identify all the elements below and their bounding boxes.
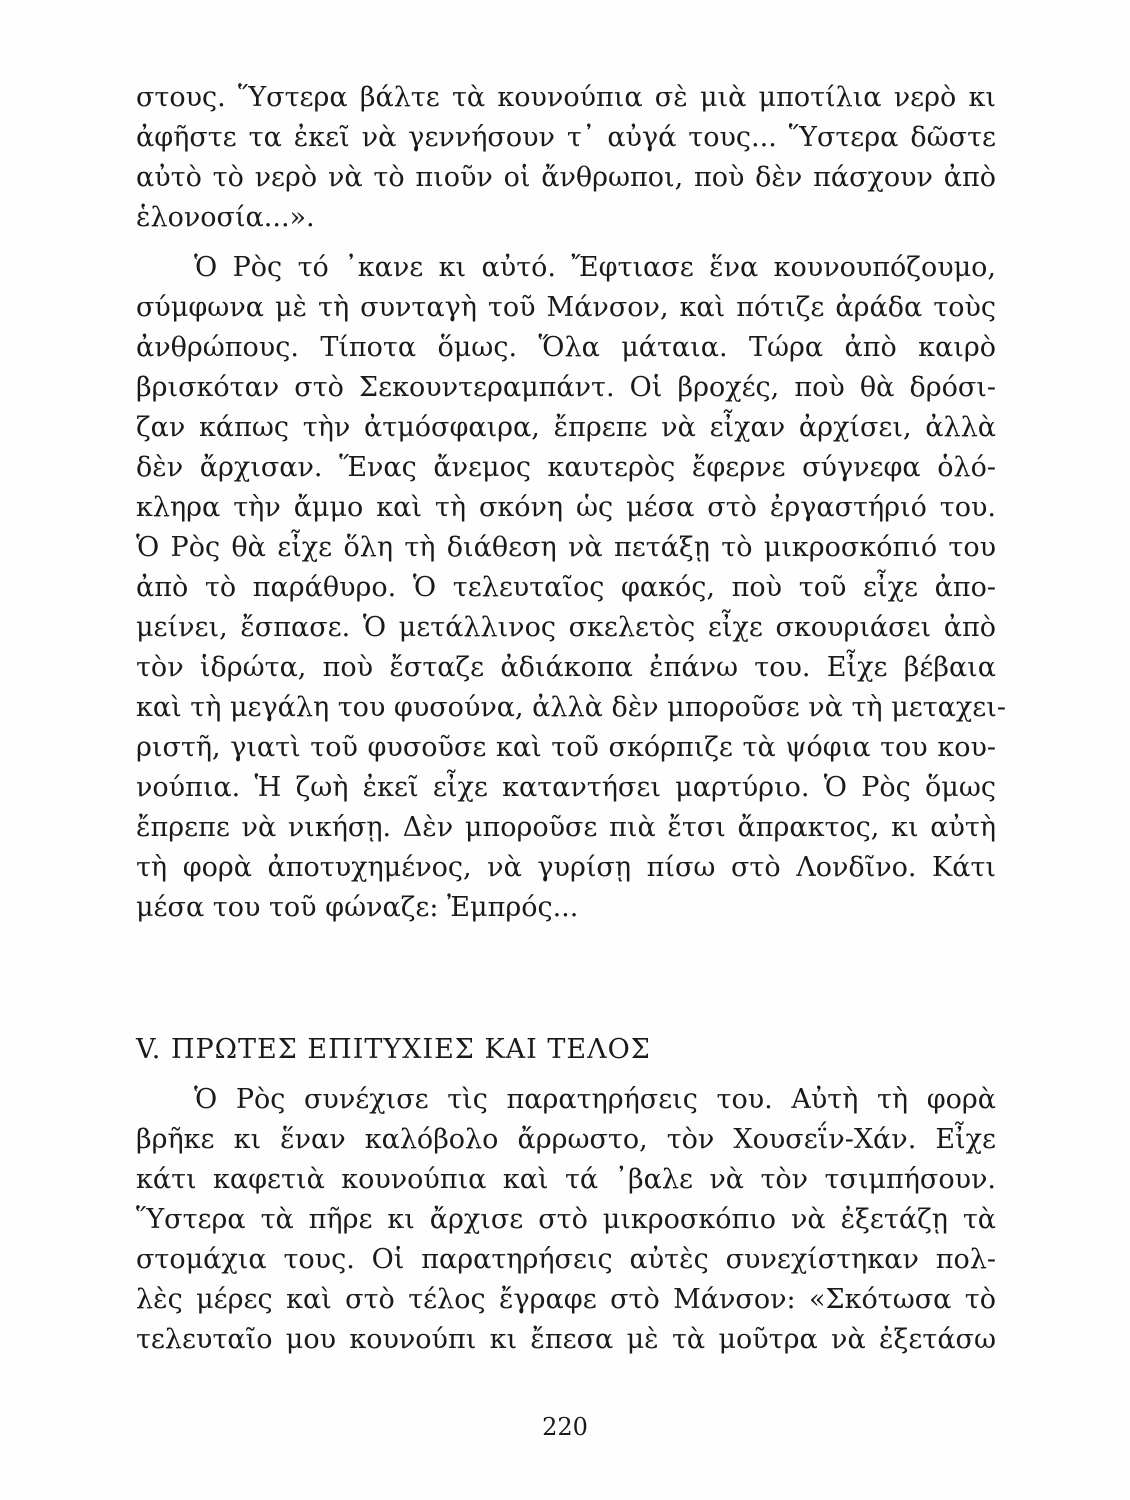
section-heading: V. ΠΡΩΤΕΣ ΕΠΙΤΥΧΙΕΣ ΚΑΙ ΤΕΛΟΣ — [136, 1034, 651, 1065]
text-line: αὐτὸ τὸ νερὸ νὰ τὸ πιοῦν οἱ ἄνθρωποι, ποὺ δὲν πάσχουν ἀπὸ — [136, 162, 996, 193]
text-line: τὸν ἱδρώτα, ποὺ ἔσταζε ἀδιάκοπα ἐπάνω του. Εἶχε βέβαια — [136, 652, 996, 683]
text-line: σύμφωνα μὲ τὴ συνταγὴ τοῦ Μάνσον, καὶ πότιζε ἀράδα τοὺς — [136, 292, 996, 323]
text-line: ἀνθρώπους. Τίποτα ὅμως. Ὅλα μάταια. Τώρα ἀπὸ καιρὸ — [136, 332, 996, 363]
text-line: ἀπὸ τὸ παράθυρο. Ὁ τελευταῖος φακός, ποὺ τοῦ εἶχε ἀπο- — [136, 572, 996, 603]
text-line: Ὁ Ρὸς τό ᾽κανε κι αὐτό. Ἔφτιασε ἕνα κουνουπόζουμο, — [194, 252, 996, 283]
text-line: ἀφῆστε τα ἐκεῖ νὰ γεννήσουν τ᾽ αὐγά τους... Ὕστερα δῶστε — [136, 122, 996, 153]
text-line: τελευταῖο μου κουνούπι κι ἔπεσα μὲ τὰ μοῦτρα νὰ ἐξετάσω — [136, 1324, 996, 1355]
text-line: ριστῆ, γιατὶ τοῦ φυσοῦσε καὶ τοῦ σκόρπιζε τὰ ψόφια του κου- — [136, 732, 996, 763]
paragraph — [136, 1080, 996, 1360]
text-line: στους. Ὕστερα βάλτε τὰ κουνούπια σὲ μιὰ μποτίλια νερὸ κι — [136, 82, 996, 113]
text-line: ἔπρεπε νὰ νικήσῃ. Δὲν μποροῦσε πιὰ ἔτσι ἄπρακτος, κι αὐτὴ — [136, 812, 996, 843]
paragraph-continuation — [136, 78, 996, 238]
paragraph — [136, 248, 1006, 928]
text-line: δὲν ἄρχισαν. Ἕνας ἄνεμος καυτερὸς ἔφερνε σύγνεφα ὁλό- — [136, 452, 996, 483]
text-line: τὴ φορὰ ἀποτυχημένος, νὰ γυρίσῃ πίσω στὸ Λονδῖνο. Κάτι — [136, 852, 996, 883]
text-line: κάτι καφετιὰ κουνούπια καὶ τά ᾽βαλε νὰ τὸν τσιμπήσουν. — [136, 1164, 996, 1195]
text-line: Ὕστερα τὰ πῆρε κι ἄρχισε στὸ μικροσκόπιο νὰ ἐξετάζῃ τὰ — [136, 1204, 996, 1235]
text-line: μείνει, ἔσπασε. Ὁ μετάλλινος σκελετὸς εἶχε σκουριάσει ἀπὸ — [136, 612, 996, 643]
text-line: μέσα του τοῦ φώναζε: Ἐμπρός... — [136, 892, 579, 923]
text-line: λὲς μέρες καὶ στὸ τέλος ἔγραφε στὸ Μάνσον: «Σκότωσα τὸ — [136, 1284, 996, 1315]
text-line: ζαν κάπως τὴν ἀτμόσφαιρα, ἔπρεπε νὰ εἶχαν ἀρχίσει, ἀλλὰ — [136, 412, 996, 443]
text-line: βρισκόταν στὸ Σεκουντεραμπάντ. Οἱ βροχές, ποὺ θὰ δρόσι- — [136, 372, 996, 403]
text-line: νούπια. Ἡ ζωὴ ἐκεῖ εἶχε καταντήσει μαρτύριο. Ὁ Ρὸς ὅμως — [136, 772, 996, 803]
text-line: στομάχια τους. Οἱ παρατηρήσεις αὐτὲς συνεχίστηκαν πολ- — [136, 1244, 996, 1275]
text-line: καὶ τὴ μεγάλη του φυσούνα, ἀλλὰ δὲν μποροῦσε νὰ τὴ μεταχει- — [136, 692, 1006, 723]
text-line: Ὁ Ρὸς θὰ εἶχε ὅλη τὴ διάθεση νὰ πετάξῃ τὸ μικροσκόπιό του — [136, 532, 996, 563]
text-line: ἑλονοσία...». — [136, 202, 315, 233]
page-number: 220 — [542, 1413, 588, 1441]
text-line: βρῆκε κι ἕναν καλόβολο ἄρρωστο, τὸν Χουσεΐν-Χάν. Εἶχε — [136, 1124, 996, 1155]
text-line: Ὁ Ρὸς συνέχισε τὶς παρατηρήσεις του. Αὐτὴ τὴ φορὰ — [194, 1084, 996, 1115]
text-line: κληρα τὴν ἄμμο καὶ τὴ σκόνη ὡς μέσα στὸ ἐργαστήριό του. — [136, 492, 996, 523]
